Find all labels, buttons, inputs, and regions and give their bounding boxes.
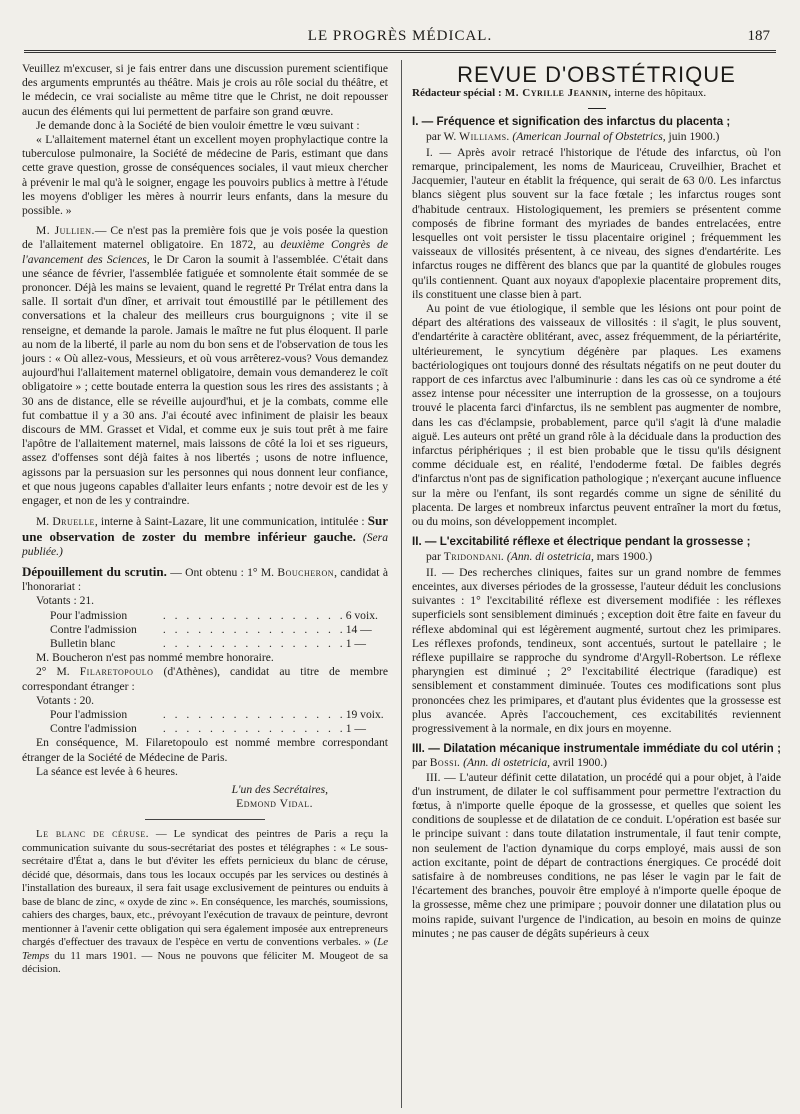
paragraph-jullien (22, 224, 388, 508)
article-source (412, 550, 781, 564)
leader-dots: . . . . . . . . . . . . . . . . (162, 608, 346, 622)
editor-name: M. Cyrille Jeannin, (501, 87, 612, 100)
signature-role: L'un des Secrétaires, (231, 782, 328, 796)
vote-label: Contre l'admission (50, 722, 137, 736)
text: interne des hôpitaux. (611, 87, 707, 100)
text: M. (36, 515, 53, 529)
paragraph: M. Boucheron n'est pas nommé membre honoraire. (36, 651, 274, 665)
article-heading: II. — L'excitabilité réflexe et électrique pendant la grossesse ; (412, 535, 751, 549)
text: juin 1900.) (665, 129, 720, 143)
short-rule (588, 108, 606, 109)
note-title: Le blanc de céruse. (36, 828, 149, 841)
running-title: LE PROGRÈS MÉDICAL. (307, 28, 493, 44)
vote-label: Contre l'admission (50, 622, 137, 636)
italic-text: . (Ann. di ostetricia, (501, 549, 594, 563)
leader-dots: . . . . . . . . . . . . . . . . (162, 636, 346, 650)
text: du 11 mars 1901. — Nous ne pouvons que féliciter M. Mougeot de sa décision. (22, 949, 388, 976)
leader-dots: . . . . . . . . . . . . . . . . (162, 622, 346, 636)
text: mars 1900.) (593, 549, 653, 563)
text: par W. (426, 129, 460, 143)
text: — Ce n'est pas la première fois que je vois posée la question de l'allaitement maternel obligatoire. En 1872, au (22, 224, 388, 252)
vote-value: 1 — (345, 636, 366, 650)
header-rule (24, 50, 776, 53)
section-separator (145, 819, 265, 820)
paragraph: En conséquence, M. Filaretopoulo est nommé membre correspondant étranger de la Société de Médecine de Paris. (22, 736, 388, 764)
news-note (22, 828, 388, 977)
page-header (24, 28, 776, 50)
italic-text: deuxième Congrès de l'avancement des Sciences, (22, 238, 388, 266)
text: , candidat à l'honorariat : (22, 565, 388, 594)
speaker-name: M. Jullien. (36, 224, 95, 238)
leader-dots: . . . . . . . . . . . . . . . . (162, 707, 346, 721)
page-number: 187 (747, 28, 770, 44)
left-column (22, 62, 388, 977)
editor-line (412, 86, 781, 100)
scrutin-heading: Dépouillement du scrutin. (22, 563, 167, 579)
leader-dots: . . . . . . . . . . . . . . . . (162, 722, 346, 736)
paragraph: II. — Des recherches cliniques, faites sur un grand nombre de femmes enceintes, aux diverses périodes de la grossesse, l'auteur déduit les conclusions suivantes : 1° l'excitabilité réflexe est diversement modifiée : les réflexes superficiels sont sensiblement diminués ; exception doit être faite en faveur du réflexe abdominal qui est légèrement augmenté, surtout chez les primipares. Les réflexes profonds, tendineux, sont accentués, surtout le patellaire ; le réflexe pupillaire se rapproche du syndrome d'Argyll-Robertson. Le réflexe pharyngien est diminué ; 2° l'excitabilité électrique (faradique) est sensiblement et constamment diminuée. Toutes ces modifications sont plus prononcées chez les primipares, et d'autant plus évidentes que la grossesse est plus avancée. Après l'accouchement, ces excitabilités reviennent progressivement à la normale, en dix jours en moyenne. (412, 565, 781, 735)
article-source (412, 130, 781, 144)
italic-text: Le Temps (22, 936, 388, 962)
vote-label: Pour l'admission (50, 707, 128, 721)
paragraph: Veuillez m'excuser, si je fais entrer dans une discussion purement scientifique des arguments empruntés au théâtre. Mais je crois au rôle social du théâtre, et le médecin, ce vrai socialiste au même titre que le Christ, ne doit repousser aucun des éléments qui lui permettent de parfaire son grand œuvre. (22, 62, 388, 118)
vote-row (50, 623, 388, 637)
article-heading: I. — Fréquence et signification des infarctus du placenta ; (412, 115, 731, 129)
text: — Le syndicat des peintres de Paris a reçu la communication suivante du sous-secrétariat des postes et télégraphes : « Le sous-secrétaire d'État a, dans le but d'éviter les effets pernicieux du blanc de céruse, décidé que, désormais, dans tous les locaux occupés par les services ou destinés à l'installation des bureaux, il sera fait usage exclusivement de peintures ou enduits à base de blanc de zinc, « oxyde de zinc ». En conséquence, les marchés, soumissions, cahiers des charges, baux, etc., prévoyant l'exécution de travaux de peinture, devront mentionner à l'avenir cette obligation qui sera également imposée aux entrepreneurs chargés d'effectuer des travaux de l'espèce en vertu de conventions verbales. » ( (22, 828, 388, 949)
paragraph-scrutin (22, 565, 388, 594)
vote-value: 14 — (345, 622, 372, 636)
column-divider (401, 60, 402, 1108)
right-column (412, 62, 781, 941)
author-name: Tridondani (443, 549, 502, 563)
text: (d'Athènes), candidat au titre de membre correspondant étranger : (22, 665, 388, 693)
paragraph-druelle (22, 514, 388, 559)
paragraph: Je demande donc à la Société de bien vouloir émettre le vœu suivant : (36, 118, 360, 132)
text: 2° M. (36, 665, 80, 679)
section-title: REVUE D'OBSTÉTRIQUE (457, 62, 736, 87)
signature-name: Edmond Vidal. (236, 797, 313, 811)
vote-label: Pour l'admission (50, 608, 128, 622)
vote-row (50, 722, 388, 736)
votants-count: Votants : 21. (36, 594, 95, 608)
communication-title: Sur une observation de zoster du membre inférieur gauche. (22, 513, 388, 544)
candidate-name: Filaretopoulo (79, 665, 154, 679)
vote-value: 6 voix. (345, 608, 378, 622)
vote-label: Bulletin blanc (50, 636, 116, 650)
text: par (412, 756, 430, 770)
vote-row (50, 708, 388, 722)
votants-count: Votants : 20. (36, 693, 95, 707)
quoted-vow: « L'allaitement maternel étant un excellent moyen prophylactique contre la tuberculose pulmonaire, la Société de médecine de Paris, estimant que dans cette grave question, grosse de conséquences sociales, il vaut mieux chercher à prévenir le mal qu'à le soigner, engage les pouvoirs publics à mettre à l'étude les moyens d'obliger les mères à nourrir leurs enfants, dans la mesure du possible. » (22, 133, 388, 218)
italic-text: . (American Journal of Obstetrics, (506, 129, 666, 143)
editor-label: Rédacteur spécial : (412, 87, 502, 100)
paragraph: La séance est levée à 6 heures. (36, 764, 178, 778)
text: le Dr Caron la soumit à l'assemblée. C'était dans une séance de février, l'assemblée fatiguée et somnolente était sommée de se prononcer. Déjà les mains se levaient, quand le regretté Pr Trélat entra dans la salle. Il sortait d'un dîner, et arrivait tout émoustillé par le pétillement des conversations et la chaleur des meilleurs crus bourguignons ; vite il se renseigne, et demande la parole. Jamais le maître ne fut plus éloquent. Il parle au nom de la liberté, il parle au nom du bon sens et de l'observation de tous les jours : « Où allez-vous, Messieurs, et où vous arrêterez-vous? Vous demandez aujourd'hui l'allaitement maternel obligatoire, demain vous demanderez le coït obligatoire » ; cette boutade enterra la question sous les rires des assistants ; à 30 ans de distance, elle se réveille aujourd'hui, et je la combats, comme elle fut combattue il y a 30 ans. J'ai écouté avec infiniment de plaisir les beaux discours de MM. Grasset et Vidal, et comme eux je suis tout prêt à me faire l'apôtre de l'allaitement maternel, mais laissons de côté la loi et ses rigueurs, assez d'offenses sont déjà faites à nos libertés ; usons de notre influence, agissons par la persuasion sur les personnes qui nous donnent leur confiance, et que nous jugeons capables d'allaiter leurs enfants ; notre devoir est de les y engager, et non de les y contraindre. (22, 252, 388, 508)
paragraph-filaretopoulo (22, 665, 388, 693)
vote-value: 1 — (345, 722, 366, 736)
speaker-name: Druelle (52, 515, 95, 529)
text: avril 1900.) (550, 756, 608, 770)
vote-table-2 (22, 708, 388, 736)
paragraph: III. — L'auteur définit cette dilatation, un procédé qui a pour objet, à l'aide d'un instrument, de dilater le col suffisamment pour permettre l'extraction du fœtus, à n'importe quelle époque de la grossesse, et quelles que soient les conditions de souplesse et de dilatation de ce conduit. L'opération est basée sur le principe suivant : dans toute dilatation instrumentale, il faut tenir compte, non seulement de l'action dynamique du corps employé, mais aussi de son action excitante, point de départ de contractions énergiques. Ce procédé doit satisfaire à de nombreuses conditions, ne pas léser le vagin par le fait de l'écartement des branches, pouvoir être employé à n'importe quelle époque de la grossesse, même chez une primipare ; pouvoir donner une dilatation plus ou moins rapide, suivant l'urgence de l'indication, au besoin en moins de quinze minutes ; ne pas causer de dégâts supérieurs à ceux (412, 770, 781, 940)
vote-row (50, 609, 388, 623)
text: par (426, 549, 444, 563)
text: — Ont obtenu : 1° M. (166, 565, 278, 579)
vote-table-1 (22, 609, 388, 652)
italic-text: (Sera publiée.) (22, 530, 388, 558)
article-source (412, 756, 607, 769)
heading-text: III. — Dilatation mécanique instrumentale immédiate du col utérin ; (412, 742, 781, 756)
candidate-name: Boucheron (277, 565, 335, 579)
vote-row (50, 637, 388, 651)
paragraph: Au point de vue étiologique, il semble que les lésions ont pour point de départ des altérations des vaisseaux de villosités : il s'agit, le plus souvent, d'endartérite à caractère oblitérant, avec, assez fréquemment, de la périartérite, ultérieurement, le syncytium dégénère par plaques. Les examens bactériologiques ont toujours donné des résultats négatifs on ne peut douter du rapport de ces infarctus avec l'albuminurie : dans les cas où ce syndrome a été assez intense pour nécessiter une interruption de la grossesse, on a toujours trouvé le placenta farci d'infarctus, ils ne semblent pas augmenter de nombre, dans les cas d'éclampsie, probablement, parce qu'il s'agit là d'une maladie aiguë. Les auteurs ont prêté un grand rôle à la déciduale dans la production des infarctus périphériques ; il est bien probable que le tissu qu'ils désignent comme déciduale est, en réalité, l'endoderme fœtal. De faibles degrés d'infarctus n'ont pas de signification pathologique ; n'exerçant aucune influence sur la mère ou l'enfant, ils sont regardés comme un signe de sénilité du placenta. De larges et nombreux infarctus peuvent entraîner la mort du fœtus, ou du moins, son développement incomplet. (412, 302, 781, 529)
vote-value: 19 voix. (345, 707, 384, 721)
paragraph: I. — Après avoir retracé l'historique de l'étude des infarctus, où l'on remarque, principalement, les noms de Mauriceau, Cruveilhier, Brachet et Jacquemier, l'auteur en établit la fréquence, qui serait de 63 0/0. Les infarctus blancs siègent plus souvent sur la face fœtale ; les infarctus rouges sont d'habitude centraux. Histologiquement, les premiers se présentent comme composés de fibrine formant des myriades de bandes entrelacées, entre lesquelles ont voit persister le tissu placentaire originel ; fréquemment les vaisseaux de villosités présentent, à ce niveau, des signes d'endartérite. Les infarctus rouges ne diffèrent des blancs que par la quantité de globules rouges qu'ils contiennent. Quant aux noyaux d'apoplexie placentaire proprement dits, ils constituent une classe bien à part. (412, 145, 781, 301)
author-name: Williams (459, 129, 507, 143)
text: , interne à Saint-Lazare, lit une communication, intitulée : (94, 515, 368, 529)
italic-text: . (Ann. di ostetricia, (457, 756, 551, 770)
author-name: Bossi (429, 756, 458, 770)
article-heading (412, 742, 781, 770)
